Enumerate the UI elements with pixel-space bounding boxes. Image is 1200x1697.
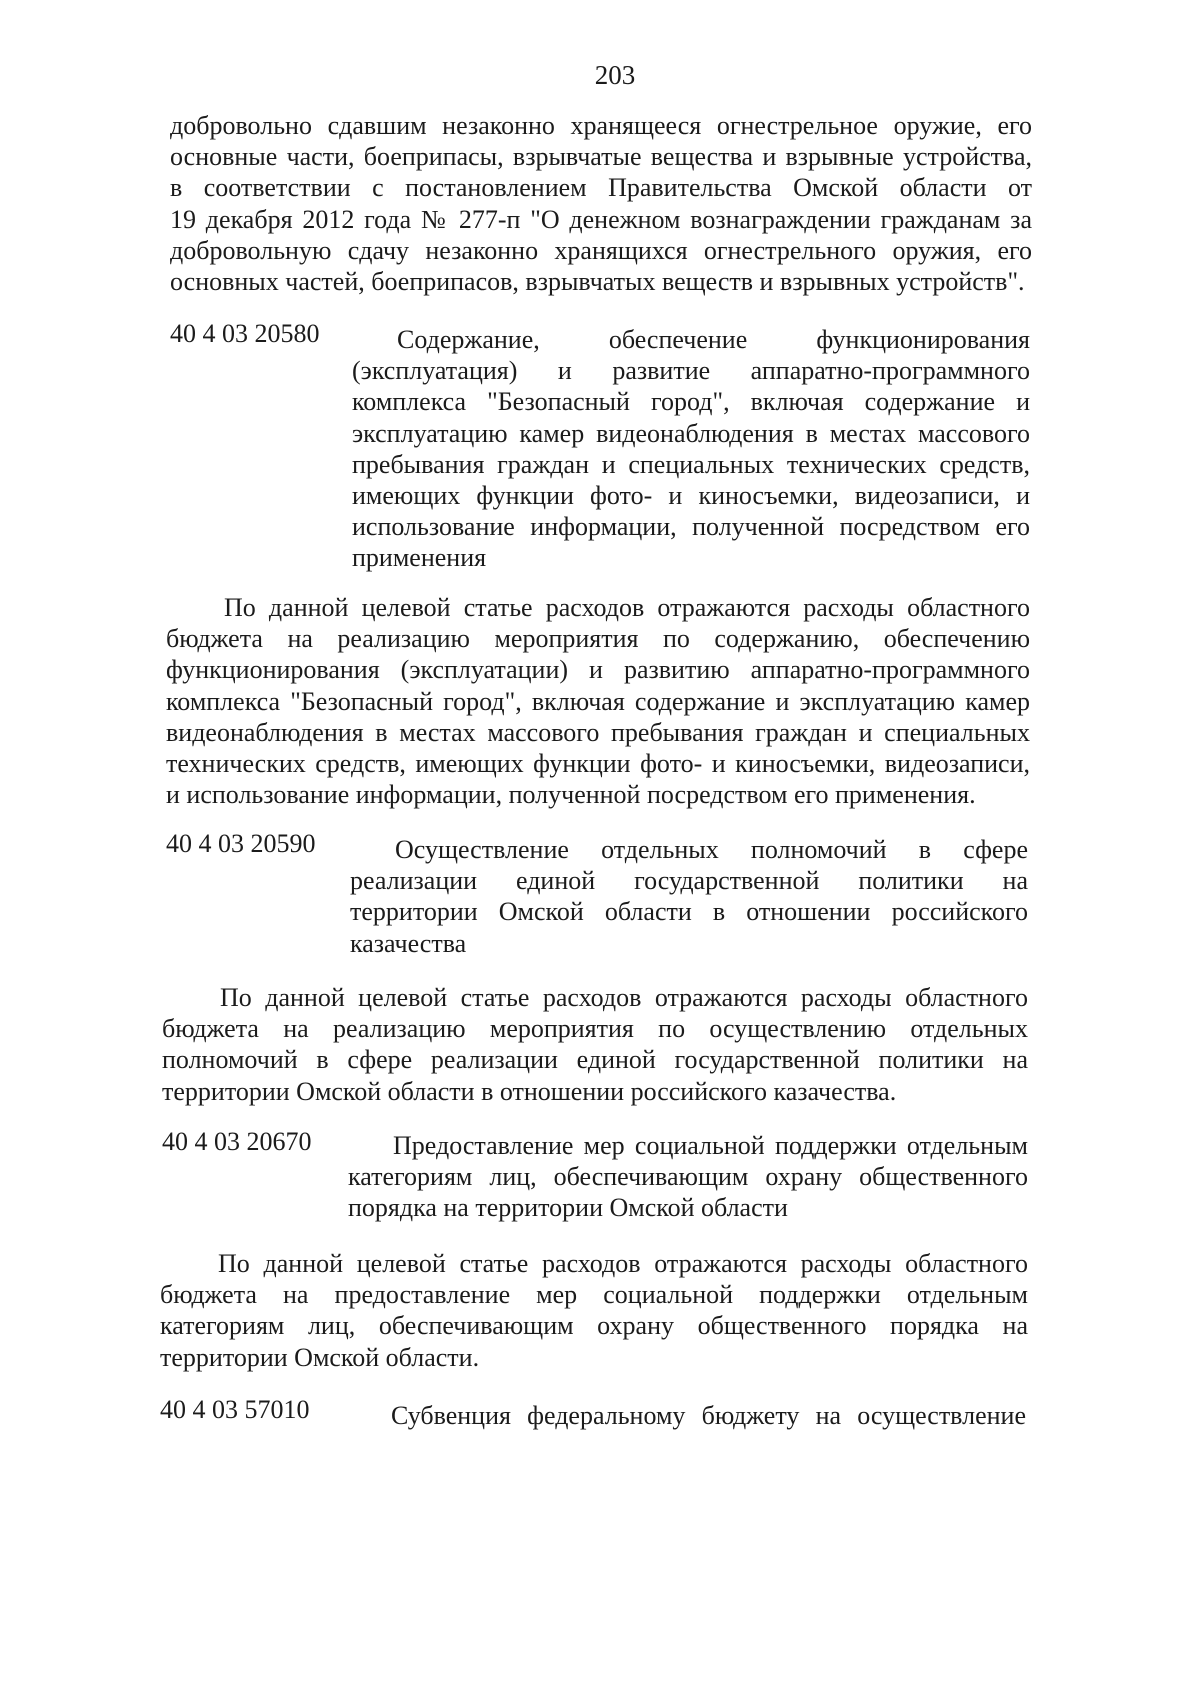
- description-paragraph: [162, 982, 1028, 1107]
- paragraph-line: функционирования (эксплуатации) и развитию аппаратно-программного: [166, 655, 1030, 685]
- paragraph-line: бюджета на реализацию мероприятия по содержанию, обеспечению: [166, 624, 1030, 654]
- paragraph-line: территории Омской области в отношении российского казачества.: [162, 1076, 897, 1106]
- paragraph-line: основных частей, боеприпасов, взрывчатых веществ и взрывных устройств".: [170, 267, 1025, 297]
- description-paragraph: [160, 1248, 1028, 1373]
- budget-item-title: [346, 1400, 1026, 1431]
- title-line: реализации единой государственной политики на: [350, 866, 1028, 896]
- paragraph-line: основные части, боеприпасы, взрывчатые вещества и взрывные устройства,: [170, 142, 1032, 172]
- title-line: комплекса "Безопасный город", включая содержание и: [352, 387, 1030, 417]
- paragraph-line: По данной целевой статье расходов отражаются расходы областного: [224, 593, 1030, 622]
- budget-item-title: [352, 324, 1030, 574]
- paragraph-line: территории Омской области.: [160, 1342, 480, 1372]
- title-line: эксплуатацию камер видеонаблюдения в местах массового: [352, 418, 1030, 448]
- title-line: Предоставление мер социальной поддержки отдельным: [393, 1131, 1028, 1160]
- title-line: порядка на территории Омской области: [348, 1193, 788, 1223]
- paragraph-line: добровольно сдавшим незаконно хранящееся огнестрельное оружие, его: [170, 111, 1032, 140]
- budget-code: 40 4 03 20670: [162, 1127, 312, 1156]
- budget-item-title: [350, 834, 1028, 959]
- paragraph-line: 19 декабря 2012 года № 277-п "О денежном вознаграждении гражданам за: [170, 204, 1032, 234]
- budget-item-title: [348, 1130, 1028, 1224]
- paragraph-line: в соответствии с постановлением Правительства Омской области от: [170, 173, 1032, 203]
- title-line: пребывания граждан и специальных технических средств,: [352, 449, 1030, 479]
- paragraph-line: видеонаблюдения в местах массового пребывания граждан и специальных: [166, 717, 1030, 747]
- title-line: применения: [352, 543, 487, 573]
- paragraph-line: бюджета на реализацию мероприятия по осуществлению отдельных: [162, 1014, 1028, 1044]
- paragraph-line: комплекса "Безопасный город", включая содержание и эксплуатацию камер: [166, 686, 1030, 716]
- paragraph-line: и использование информации, полученной посредством его применения.: [166, 780, 976, 810]
- intro-paragraph: [170, 110, 1032, 297]
- title-line: категориям лиц, обеспечивающим охрану общественного: [348, 1162, 1028, 1192]
- title-line: использование информации, полученной посредством его: [352, 512, 1030, 542]
- paragraph-line: технических средств, имеющих функции фото- и киносъемки, видеозаписи,: [166, 749, 1030, 779]
- title-line: казачества: [350, 928, 467, 958]
- budget-code: 40 4 03 57010: [160, 1395, 310, 1424]
- title-line: Содержание, обеспечение функционирования: [397, 325, 1030, 354]
- budget-code: 40 4 03 20590: [166, 829, 316, 858]
- paragraph-line: категориям лиц, обеспечивающим охрану общественного порядка на: [160, 1311, 1028, 1341]
- paragraph-line: полномочий в сфере реализации единой государственной политики на: [162, 1045, 1028, 1075]
- title-line: Субвенция федеральному бюджету на осуществление: [391, 1401, 1026, 1430]
- title-line: территории Омской области в отношении российского: [350, 897, 1028, 927]
- paragraph-line: По данной целевой статье расходов отражаются расходы областного: [218, 1249, 1028, 1278]
- title-line: Осуществление отдельных полномочий в сфере: [395, 835, 1028, 864]
- page-number: 203: [594, 60, 636, 90]
- budget-code: 40 4 03 20580: [170, 319, 320, 348]
- paragraph-line: бюджета на предоставление мер социальной поддержки отдельным: [160, 1280, 1028, 1310]
- title-line: имеющих функции фото- и киносъемки, видеозаписи, и: [352, 481, 1030, 511]
- paragraph-line: добровольную сдачу незаконно хранящихся огнестрельного оружия, его: [170, 235, 1032, 265]
- paragraph-line: По данной целевой статье расходов отражаются расходы областного: [220, 983, 1028, 1012]
- description-paragraph: [166, 592, 1030, 810]
- title-line: (эксплуатация) и развитие аппаратно-программного: [352, 356, 1030, 386]
